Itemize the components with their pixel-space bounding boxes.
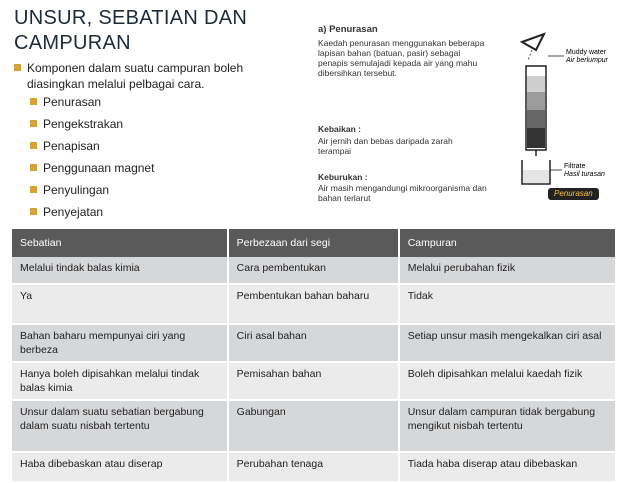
bullet-marker-icon xyxy=(30,142,37,149)
method-label: Penurasan xyxy=(43,95,102,109)
cell-campuran: Tiada haba diserap atau dibebaskan xyxy=(399,452,616,482)
bullet-marker-icon xyxy=(30,164,37,171)
panel-description: Kaedah penurasan menggunakan beberapa lapisan bahan (batuan, pasir) sebagai penapis semulajadi kepada air yang mahu dibersihkan tersebut. xyxy=(318,38,485,78)
filtration-diagram-icon xyxy=(492,20,628,190)
table-row xyxy=(12,400,616,452)
panel-heading: a) Penurasan xyxy=(318,24,378,35)
header-sebatian: Sebatian xyxy=(12,229,228,257)
diagram-label-muddy-ms: Air berlumpur xyxy=(566,57,609,64)
kebaikan-text: Air jernih dan bebas daripada zarah terampai xyxy=(318,136,453,156)
method-label: Penyejatan xyxy=(43,205,104,219)
cell-campuran: Melalui perubahan fizik xyxy=(399,257,616,284)
cell-perbezaan: Pembentukan bahan baharu xyxy=(228,284,399,324)
filtration-panel xyxy=(310,20,630,222)
slide-title: UNSUR, SEBATIAN DAN CAMPURAN xyxy=(14,7,248,54)
method-list xyxy=(30,94,264,220)
bullet-intro-text: Komponen dalam suatu campuran boleh diasingkan melalui pelbagai cara. xyxy=(27,61,244,91)
method-item xyxy=(30,138,264,154)
method-label: Penggunaan magnet xyxy=(43,161,155,175)
cell-sebatian: Hanya boleh dipisahkan melalui tindak balas kimia xyxy=(12,362,228,400)
method-item xyxy=(30,204,264,220)
comparison-table xyxy=(12,229,617,483)
method-item xyxy=(30,116,264,132)
keburukan-text: Air masih mengandungi mikroorganisma dan bahan terlarut xyxy=(318,183,487,203)
table-row xyxy=(12,284,616,324)
table-row xyxy=(12,257,616,284)
bullet-marker-icon xyxy=(30,208,37,215)
method-label: Pengekstrakan xyxy=(43,117,124,131)
bullet-intro xyxy=(14,60,264,92)
penurasan-badge: Penurasan xyxy=(548,188,599,200)
bullet-marker-icon xyxy=(30,186,37,193)
cell-campuran: Setiap unsur masih mengekalkan ciri asal xyxy=(399,324,616,362)
kebaikan-label: Kebaikan : xyxy=(318,124,361,134)
method-item xyxy=(30,160,264,176)
cell-sebatian: Melalui tindak balas kimia xyxy=(12,257,228,284)
cell-sebatian: Bahan baharu mempunyai ciri yang berbeza xyxy=(12,324,228,362)
keburukan-label: Keburukan : xyxy=(318,172,368,182)
cell-campuran: Tidak xyxy=(399,284,616,324)
method-label: Penyulingan xyxy=(43,183,110,197)
cell-perbezaan: Cara pembentukan xyxy=(228,257,399,284)
diagram-label-filtrate: Filtrate xyxy=(564,163,586,170)
bullet-marker-icon xyxy=(30,98,37,105)
cell-perbezaan: Perubahan tenaga xyxy=(228,452,399,482)
cell-perbezaan: Ciri asal bahan xyxy=(228,324,399,362)
table-row xyxy=(12,324,616,362)
cell-campuran: Unsur dalam campuran tidak bergabung mengikut nisbah tertentu xyxy=(399,400,616,452)
table-header-row xyxy=(12,229,616,257)
cell-campuran: Boleh dipisahkan melalui kaedah fizik xyxy=(399,362,616,400)
method-label: Penapisan xyxy=(43,139,100,153)
diagram-label-filtrate-ms: Hasil turasan xyxy=(564,171,605,178)
cell-sebatian: Ya xyxy=(12,284,228,324)
table-row xyxy=(12,452,616,482)
method-item xyxy=(30,182,264,198)
bullet-marker-icon xyxy=(30,120,37,127)
cell-sebatian: Haba dibebaskan atau diserap xyxy=(12,452,228,482)
cell-sebatian: Unsur dalam suatu sebatian bergabung dalam suatu nisbah tertentu xyxy=(12,400,228,452)
bullet-marker-icon xyxy=(14,64,21,71)
header-campuran: Campuran xyxy=(399,229,616,257)
cell-perbezaan: Pemisahan bahan xyxy=(228,362,399,400)
cell-perbezaan: Gabungan xyxy=(228,400,399,452)
header-perbezaan: Perbezaan dari segi xyxy=(228,229,399,257)
bullet-list xyxy=(14,60,264,226)
method-item xyxy=(30,94,264,110)
table-row xyxy=(12,362,616,400)
diagram-label-muddy: Muddy water xyxy=(566,49,607,56)
